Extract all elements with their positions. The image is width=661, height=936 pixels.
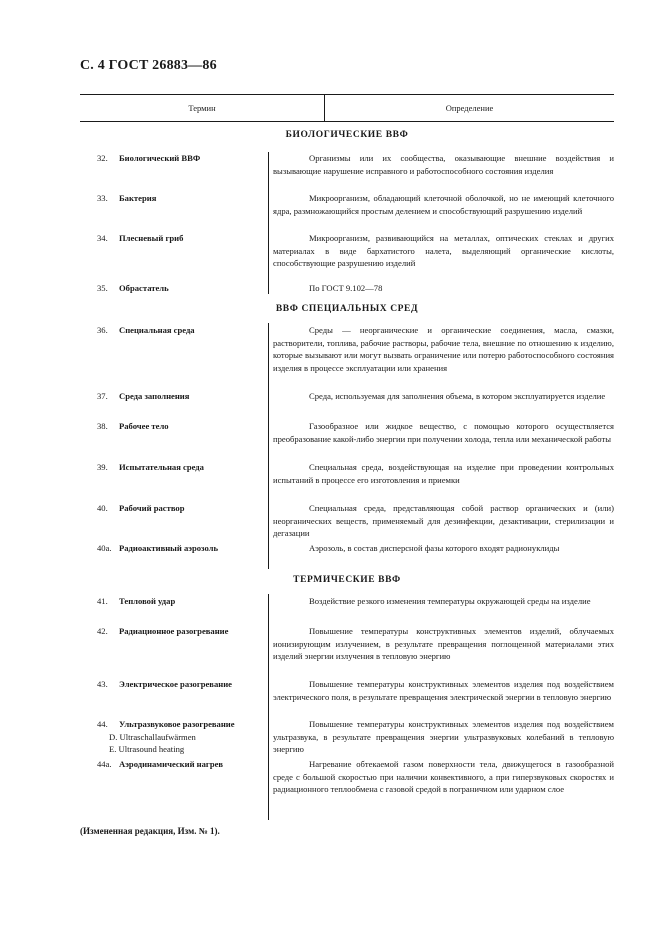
section-title-thermal: ТЕРМИЧЕСКИЕ ВВФ [293, 575, 401, 585]
term-number: 43. [97, 679, 108, 689]
definition-cell: Микроорганизм, развивающийся на металлах, оптических стеклах и других материалах в виде бархатистого налета, выделяющий органические кислоты, способствующие разрушению изделий [273, 233, 614, 268]
term-name: Среда заполнения [119, 391, 190, 401]
term-cell [97, 461, 273, 474]
term-number: 44а. [97, 759, 112, 769]
term-name: Тепловой удар [119, 596, 176, 606]
term-name: Электрическое разогревание [119, 679, 232, 689]
column-header-term: Термин [188, 103, 216, 113]
term-cell [97, 232, 273, 245]
term-name: Рабочее тело [119, 421, 169, 431]
section-title-special-media: ВВФ СПЕЦИАЛЬНЫХ СРЕД [275, 304, 419, 314]
term-number: 37. [97, 391, 108, 401]
term-cell [97, 152, 273, 165]
term-name: Рабочий раствор [119, 503, 185, 513]
definition-cell: Повышение температуры конструктивных элементов изделий, облучаемых ионизирующим излучением, в результате превращения поглощенной материалами этих изделий энергии излучения в тепловую энергию [273, 626, 614, 661]
column-header-definition: Определение [324, 95, 614, 121]
terms-table [80, 94, 614, 794]
definition-cell: Специальная среда, представляющая собой раствор органических и (или) неорганических веществ, применяемый для дезинфекции, дезактивации, стерилизации и дегазации [273, 503, 614, 538]
term-number: 32. [97, 153, 108, 163]
term-cell [97, 502, 273, 515]
definition-cell: По ГОСТ 9.102—78 [309, 283, 383, 293]
term-translation-en: E. Ultrasound heating [109, 744, 185, 754]
term-number: 40а. [97, 543, 112, 553]
definition-cell: Нагревание обтекаемой газом поверхности тела, движущегося в газообразной среде с большой скоростью при наличии конвективного, а при гиперзвуковых скоростях и радиационного теплообмена с газовой средой в пограничном или ударном слое [273, 759, 614, 794]
term-name: Радиационное разогревание [119, 626, 229, 636]
term-number: 35. [97, 283, 108, 293]
term-number: 40. [97, 503, 108, 513]
term-name: Обрастатель [119, 283, 169, 293]
term-number: 38. [97, 421, 108, 431]
term-number: 36. [97, 325, 108, 335]
term-cell [97, 758, 273, 771]
page-header: С. 4 ГОСТ 26883—86 [80, 58, 217, 73]
term-cell [97, 718, 273, 756]
term-cell [97, 595, 273, 608]
column-divider [268, 152, 269, 294]
definition-cell: Среда, используемая для заполнения объема, в котором эксплуатируется изделие [309, 391, 606, 401]
term-name: Аэродинамический нагрев [119, 759, 224, 769]
term-cell [97, 390, 273, 403]
term-translation-de: D. Ultraschallaufwärmen [109, 731, 196, 742]
term-name: Плесневый гриб [119, 233, 184, 243]
term-number: 44. [97, 719, 108, 729]
definition-cell: Среды — неорганические и органические соединения, масла, смазки, растворители, топлива, рабочие растворы, рабочие тела, внешние по отношению к изделию, которые вызывают или могут вызвать ограничение или потерю работоспособного состояния изделия в процессе эксплуатации или хранения [273, 325, 614, 373]
term-number: 39. [97, 462, 108, 472]
term-name: Специальная среда [119, 325, 195, 335]
term-name: Испытательная среда [119, 462, 204, 472]
term-number: 41. [97, 596, 108, 606]
term-name: Бактерия [119, 193, 157, 203]
term-name: Ультразвуковое разогревание [119, 719, 235, 729]
term-name: Биологический ВВФ [119, 153, 201, 163]
term-number: 42. [97, 626, 108, 636]
definition-cell: Повышение температуры конструктивных элементов изделия под воздействием электрического поля, в результате превращения электрической энергии в тепловую энергию [273, 679, 614, 702]
definition-cell: Газообразное или жидкое вещество, с помощью которого осуществляется преобразование какой-либо энергии при получении холода, тепла или механической работы [273, 421, 614, 444]
term-number: 33. [97, 193, 108, 203]
definition-cell: Организмы или их сообщества, оказывающие внешние воздействия и вызывающие нарушение исправного и работоспособного состояния изделия [273, 153, 614, 176]
term-number: 34. [97, 233, 108, 243]
section-title-biological: БИОЛОГИЧЕСКИЕ ВВФ [285, 130, 409, 140]
definition-cell: Специальная среда, воздействующая на изделие при проведении контрольных испытаний в процессе его изготовления и приемки [273, 462, 614, 485]
footer-note: (Измененная редакция, Изм. № 1). [80, 826, 220, 836]
definition-cell: Воздействие резкого изменения температуры окружающей среды на изделие [309, 596, 591, 606]
term-cell [97, 625, 273, 638]
term-cell [97, 192, 273, 205]
table-header [80, 94, 614, 122]
term-name: Радиоактивный аэрозоль [119, 543, 219, 553]
term-cell [97, 678, 273, 691]
term-cell [97, 282, 273, 295]
term-cell [97, 542, 273, 555]
column-divider [268, 323, 269, 569]
definition-cell: Микроорганизм, обладающий клеточной оболочкой, но не имеющий клеточного ядра, размножающийся простым делением и способствующий разрушению изделий [273, 193, 614, 216]
term-cell [97, 324, 273, 337]
definition-cell: Повышение температуры конструктивных элементов изделия под воздействием ультразвука, в результате превращения энергии ультразвуковых колебаний в тепловую энергию [273, 719, 614, 754]
definition-cell: Аэрозоль, в состав дисперсной фазы которого входят радионуклиды [309, 543, 560, 553]
term-cell [97, 420, 273, 433]
